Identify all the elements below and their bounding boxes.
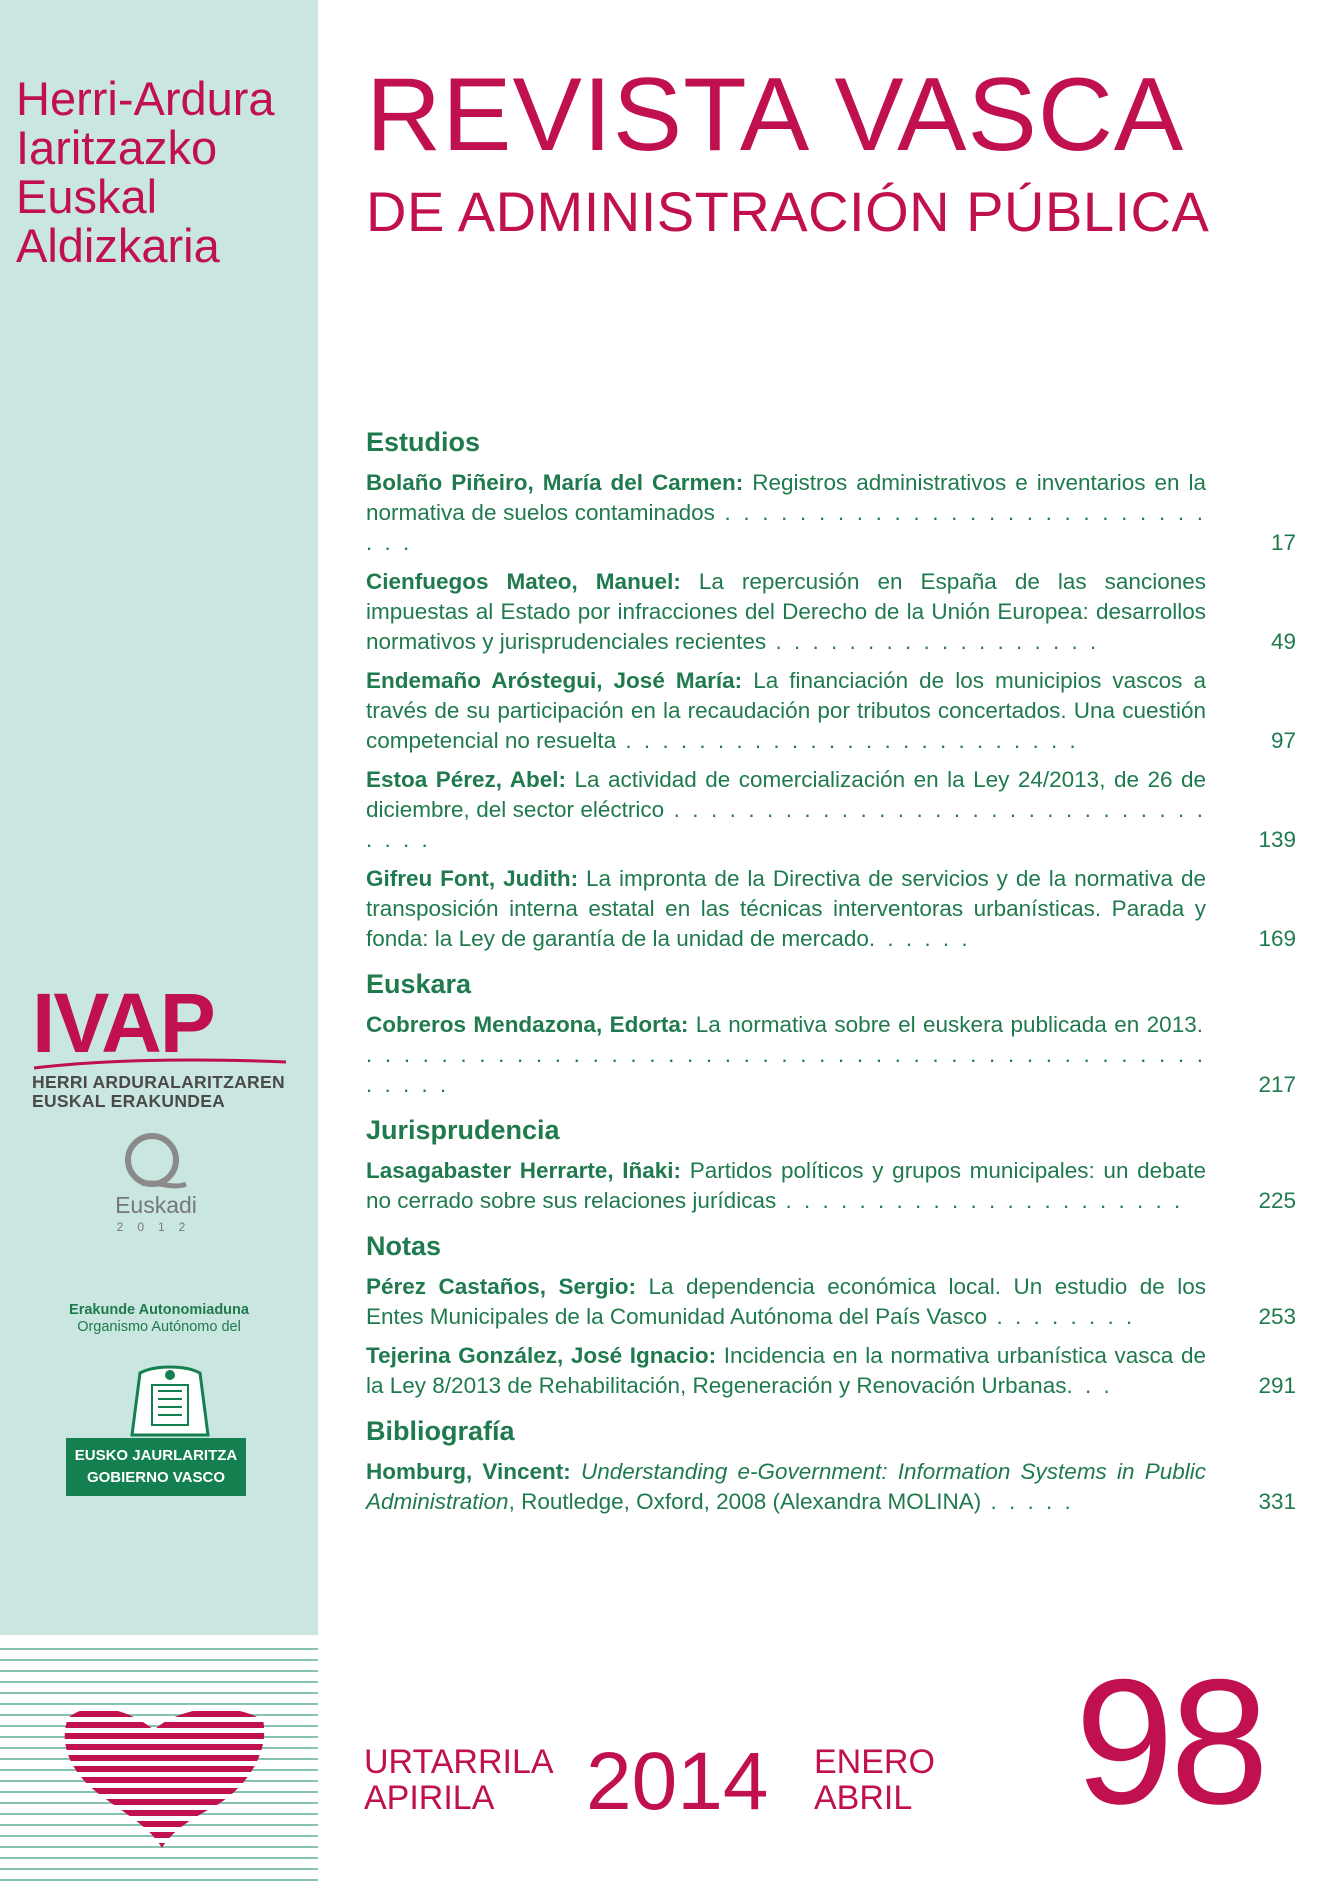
gov-line: GOBIERNO VASCO xyxy=(86,1469,226,1486)
entry-page: 139 xyxy=(1258,827,1296,852)
toc-entry[interactable] xyxy=(366,765,1296,855)
section-title: Estudios xyxy=(366,427,481,457)
ivap-logo-text: IVAP xyxy=(32,980,214,1070)
section-title: Jurisprudencia xyxy=(366,1115,560,1145)
entry-author: Bolaño Piñeiro, María del Carmen: xyxy=(366,470,744,495)
section-title: Notas xyxy=(366,1231,442,1261)
toc-entry[interactable] xyxy=(366,468,1296,558)
months-basque xyxy=(364,1744,554,1816)
month-label: URTARRILA xyxy=(364,1743,554,1781)
section-title: Euskara xyxy=(366,969,472,999)
basque-government-logo xyxy=(66,1438,246,1496)
entry-author: Cienfuegos Mateo, Manuel: xyxy=(366,569,681,594)
leader-dots: . . . xyxy=(1066,1373,1113,1398)
entry-author: Gifreu Font, Judith: xyxy=(366,866,579,891)
entry-title: La actividad de comercialización en la Ley 24/2013, de 26 de diciembre, del sector eléctrico xyxy=(366,767,1206,822)
entry-title: La financiación de los municipios vascos a través de su participación en la recaudación por tributos concertados. Una cuestión competencial no resuelta xyxy=(366,668,1206,753)
toc-section xyxy=(366,966,1296,1100)
ivap-subtitle xyxy=(32,1073,285,1111)
months-spanish xyxy=(814,1744,935,1816)
organism-es: Organismo Autónomo del xyxy=(77,1319,241,1335)
entry-author: Endemaño Aróstegui, José María: xyxy=(366,668,743,693)
basque-journal-title xyxy=(16,74,316,270)
entry-author: Pérez Castaños, Sergio: xyxy=(366,1274,636,1299)
entry-page: 97 xyxy=(1270,728,1296,753)
entry-author: Cobreros Mendazona, Edorta: xyxy=(366,1012,689,1037)
leader-dots: . . . . . . . . . . . . . . . . . . . . . . . . . . . . . . . . . . . . . . . . . . . . . . . . . . . xyxy=(366,1012,1206,1097)
journal-line: Aldizkaria xyxy=(16,219,220,272)
table-of-contents xyxy=(366,424,1296,1529)
entry-title: La impronta de la Directiva de servicios y de la normativa de transposición interna estatal en las técnicas interventoras urbanísticas. Parada y fonda: la Ley de garantía de la unidad de mercado xyxy=(366,866,1206,951)
entry-page: 331 xyxy=(1258,1489,1296,1514)
entry-title: , Routledge, Oxford, 2008 (Alexandra MOLINA) xyxy=(508,1489,982,1514)
sidebar-panel xyxy=(0,0,318,1635)
journal-title: REVISTA VASCA xyxy=(366,57,1185,173)
entry-title: La repercusión en España de las sanciones impuestas al Estado por infracciones del Derecho de la Unión Europea: desarrollos normativos y jurisprudenciales recientes xyxy=(366,569,1206,654)
toc-entry[interactable] xyxy=(366,1156,1296,1216)
leader-dots: . . . . . . . . . . . . . . . . . . . . . . . . . . . . . xyxy=(366,500,1206,555)
leader-dots: . . . . . xyxy=(981,1489,1074,1514)
toc-entry[interactable] xyxy=(366,1457,1296,1517)
toc-entry[interactable] xyxy=(366,1272,1296,1332)
euskadi-year: 2012 xyxy=(116,1220,200,1234)
journal-line: Iaritzazko xyxy=(16,121,218,174)
toc-section xyxy=(366,1413,1296,1517)
toc-section xyxy=(366,1228,1296,1401)
entry-page: 49 xyxy=(1270,629,1296,654)
entry-page: 253 xyxy=(1258,1304,1296,1329)
toc-section xyxy=(366,424,1296,954)
leader-dots: . . . . . . . . . . . . . . . . . . . . . . . . . xyxy=(616,728,1079,753)
leader-dots: . . . . . . . . . . . . . . . . . . . . . . xyxy=(776,1188,1184,1213)
ivap-logo xyxy=(30,980,290,1080)
entry-author: Estoa Pérez, Abel: xyxy=(366,767,566,792)
month-label: ENERO xyxy=(814,1743,935,1781)
section-title: Bibliografía xyxy=(366,1416,515,1446)
entry-book-title: Understanding e-Government: Information Systems in Public Administration xyxy=(366,1459,1206,1514)
euskadi-quality-q-icon xyxy=(112,1128,192,1198)
entry-page: 291 xyxy=(1258,1373,1296,1398)
journal-line: Euskal xyxy=(16,170,158,223)
entry-author: Tejerina González, José Ignacio: xyxy=(366,1343,717,1368)
entry-author: Lasagabaster Herrarte, Iñaki: xyxy=(366,1158,682,1183)
journal-line: Herri-Ardura xyxy=(16,72,275,125)
toc-entry[interactable] xyxy=(366,864,1296,954)
leader-dots: . . . . . . . . xyxy=(987,1304,1136,1329)
euskadi-label: Euskadi xyxy=(115,1192,197,1218)
leader-dots: . . . . . . . . . . . . . . . . . . . . . . . . . . . . . . . . . xyxy=(366,797,1206,852)
entry-title: La dependencia económica local. Un estudio de los Entes Municipales de la Comunidad Autónoma del País Vasco xyxy=(366,1274,1206,1329)
leader-dots: . . . . . . . . . . . . . . . . . . xyxy=(766,629,1100,654)
entry-title: Partidos políticos y grupos municipales: un debate no cerrado sobre sus relaciones jurídicas xyxy=(366,1158,1206,1213)
entry-author: Homburg, Vincent: xyxy=(366,1459,571,1484)
toc-entry[interactable] xyxy=(366,1010,1296,1100)
journal-subtitle: DE ADMINISTRACIÓN PÚBLICA xyxy=(366,180,1210,243)
toc-section xyxy=(366,1112,1296,1216)
entry-title: La normativa sobre el euskera publicada en 2013 xyxy=(688,1012,1197,1037)
entry-page: 225 xyxy=(1258,1188,1296,1213)
entry-page: 169 xyxy=(1258,926,1296,951)
organism-caption xyxy=(0,1302,318,1336)
toc-entry[interactable] xyxy=(366,1341,1296,1401)
month-label: APIRILA xyxy=(364,1779,495,1817)
toc-entry[interactable] xyxy=(366,666,1296,756)
toc-entry[interactable] xyxy=(366,567,1296,657)
gov-line: EUSKO JAURLARITZA xyxy=(74,1447,238,1464)
striped-heart-map-icon xyxy=(58,1700,270,1850)
entry-page: 217 xyxy=(1258,1072,1296,1097)
leader-dots: . . . . . . xyxy=(868,926,971,951)
issue-year: 2014 xyxy=(586,1736,769,1827)
ivap-subtitle-line: EUSKAL ERAKUNDEA xyxy=(32,1091,226,1111)
issue-number: 98 xyxy=(1075,1642,1265,1841)
ivap-subtitle-line: HERRI ARDURALARITZAREN xyxy=(32,1072,285,1092)
entry-title: Incidencia en la normativa urbanística vasca de la Ley 8/2013 de Rehabilitación, Regeneración y Renovación Urbanas xyxy=(366,1343,1206,1398)
organism-eu: Erakunde Autonomiaduna xyxy=(69,1302,249,1318)
entry-page: 17 xyxy=(1270,530,1296,555)
month-label: ABRIL xyxy=(814,1779,913,1817)
entry-title: Registros administrativos e inventarios en la normativa de suelos contaminados xyxy=(366,470,1207,525)
